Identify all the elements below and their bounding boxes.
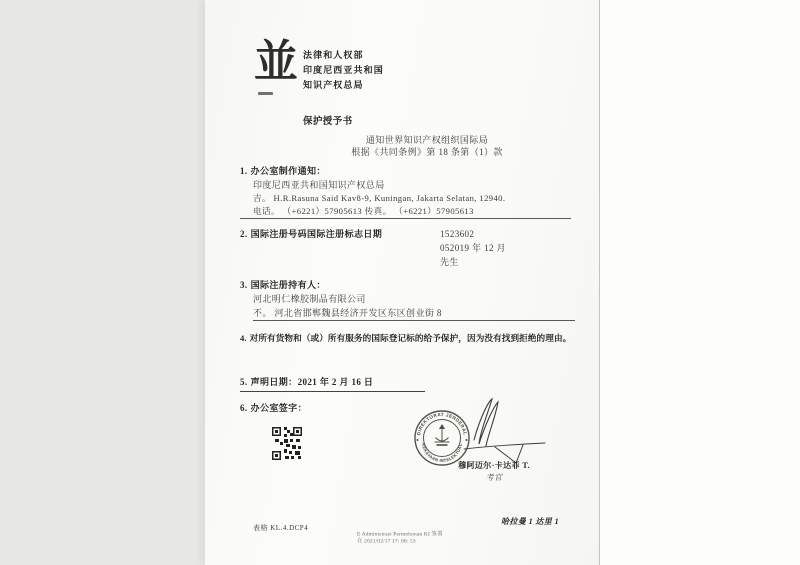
scan-right-margin <box>600 0 800 565</box>
item-number: 6. <box>240 403 248 413</box>
office-signature-label: 办公室签字： <box>250 403 307 413</box>
esign-line-2: 在 2021/02/17 17: 06: 53 <box>357 539 416 545</box>
ministry-name-block <box>303 48 384 93</box>
stamp-text-bottom: KEKAYAAN INTELEKTUAL <box>420 442 463 464</box>
qr-code-icon <box>272 427 302 460</box>
handwritten-signature <box>464 399 545 463</box>
protection-statement: 对所有货物和（或）所有服务的国际登记标的给予保护，因为没有找到拒绝的理由。 <box>249 333 572 343</box>
footer-esign-block <box>357 532 452 546</box>
item-number: 1. <box>240 166 248 176</box>
office-phone-fax: 电话。 （+6221）57905613 传真。 （+6221）57905613 <box>253 206 474 216</box>
document-title: 保护授予书 <box>303 117 353 127</box>
registration-number: 1523602 <box>440 229 475 239</box>
footer-form-code: 表格 KL.4.DCP4 <box>253 524 309 532</box>
certificate-page <box>205 0 600 565</box>
holder-name: 河北明仁橡胶制品有限公司 <box>253 294 366 304</box>
stamp-text-top: DIREKTORAT JENDERAL <box>416 411 468 436</box>
item-label: 办公室制作通知： <box>250 166 326 176</box>
registration-date: 052019 年 12 月 <box>440 243 506 253</box>
notify-line-1: 通知世界知识产权组织国际局 <box>365 135 489 145</box>
item-4-heading <box>240 333 571 344</box>
logo-caption-smudge <box>258 92 273 95</box>
item-5-heading <box>240 377 425 392</box>
item-number: 4. <box>240 333 247 343</box>
item-number: 5. <box>240 377 248 387</box>
ministry-line: 知识产权总局 <box>303 80 364 90</box>
item-2-heading <box>240 229 382 240</box>
item-1-heading <box>240 166 326 177</box>
section-divider-line <box>240 218 571 219</box>
holder-address: 不。 河北省邯郸魏县经济开发区东区创业街 8 <box>253 308 442 318</box>
round-stamp-icon <box>415 411 469 465</box>
item-number: 2. <box>240 229 248 239</box>
esign-line-1: E Administrasi Permohonan KI 签署 <box>357 532 443 538</box>
section-divider-line <box>253 320 575 321</box>
item-6-heading <box>240 403 307 414</box>
ministry-line: 法律和人权部 <box>303 50 364 60</box>
item-label: 国际注册号码国际注册标志日期 <box>250 229 383 239</box>
stamp-tree-emblem <box>435 425 450 445</box>
signer-title: 考官 <box>485 473 503 482</box>
office-name: 印度尼西亚共和国知识产权总局 <box>253 180 385 190</box>
official-stamp-and-signature <box>405 396 557 470</box>
item-number: 3. <box>240 280 248 290</box>
salutation: 先生 <box>440 257 459 267</box>
item-3-heading <box>240 280 326 291</box>
item-label: 国际注册持有人： <box>250 280 326 290</box>
footer-page-indicator: 哈拉曼 1 达里 1 <box>501 517 559 526</box>
office-address: 吉。 H.R.Rasuna Said Kav8-9, Kuningan, Jakarta Selatan, 12940. <box>253 193 506 203</box>
notify-line-2: 根据《共同条例》第 18 条第（1）款 <box>351 147 503 157</box>
signer-name: 穆阿迈尔·卡达菲 T. <box>458 461 530 470</box>
ministry-logo: 並 <box>254 37 298 86</box>
declaration-date: 声明日期：2021 年 2 月 16 日 <box>250 377 374 387</box>
ministry-line: 印度尼西亚共和国 <box>303 65 384 75</box>
